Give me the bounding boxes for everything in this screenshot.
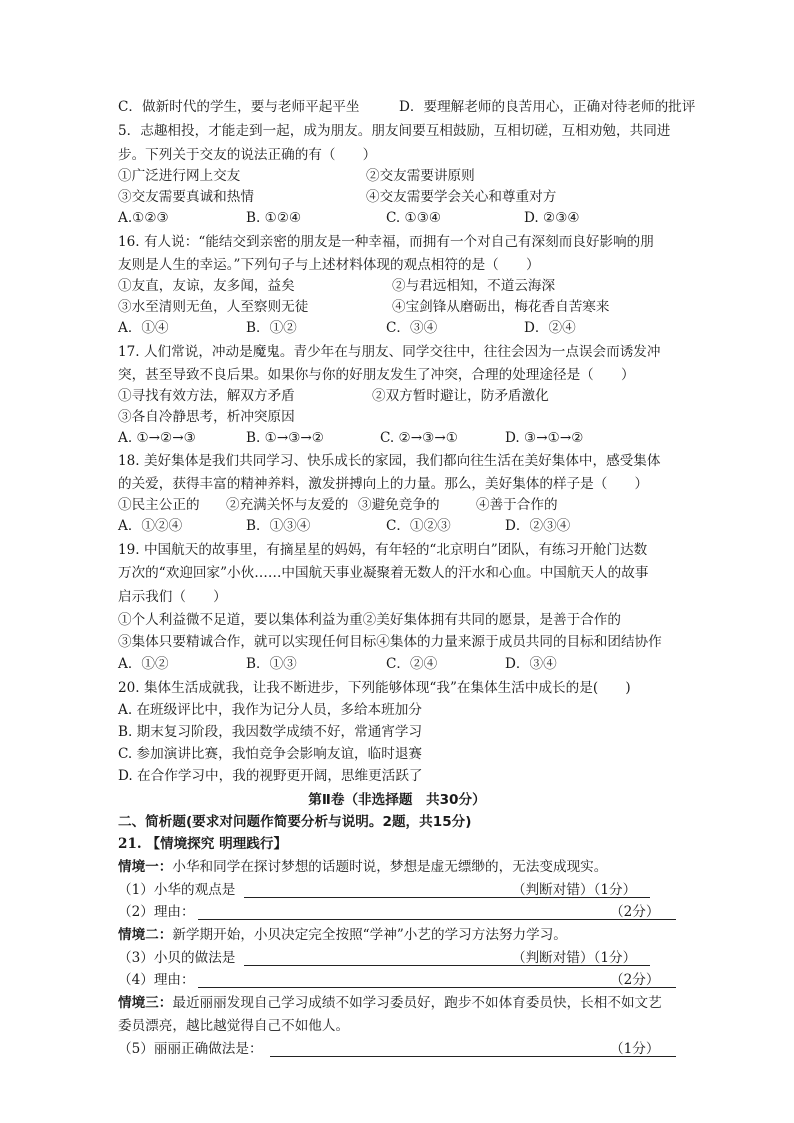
q21-4-prompt: （4）理由： [118, 972, 195, 988]
q20-choice-d: D. 在合作学习中，我的视野更开阔，思维更活跃了 [118, 768, 423, 784]
q19-choice-d: D．③④ [505, 656, 557, 672]
scenario-3-label: 情境三： [118, 995, 173, 1011]
q15-choice-c: C. ①③④ [386, 210, 442, 226]
q18-choice-a: A．①②④ [118, 518, 183, 534]
q18-item-2: ②充满关怀与友爱的 [226, 497, 349, 513]
scenario-2-text: 新学期开始，小贝决定完全按照“学神”小艺的学习方法努力学习。 [172, 927, 567, 943]
q16-choice-a: A．①④ [118, 320, 169, 336]
q19-choice-b: B．①③ [246, 656, 297, 672]
q15-choice-d: D. ②③④ [524, 210, 580, 226]
q18-item-1: ①民主公正的 [118, 497, 200, 513]
q15-stem-1: 5．志趣相投，才能走到一起，成为朋友。朋友间要互相鼓励，互相切磋，互相劝勉，共同进 [118, 123, 671, 139]
q19-choice-c: C．②④ [386, 656, 438, 672]
q16-stem-1: 16. 有人说：“能结交到亲密的朋友是一种幸福，而拥有一个对自己有深刻而良好影响的朋 [118, 234, 654, 250]
q19-stem-1: 19. 中国航天的故事里，有摘星星的妈妈，有年轻的“北京明白”团队，有练习开舱门达数 [118, 542, 648, 558]
q20-choice-c: C. 参加演讲比赛，我怕竞争会影响友谊，临时退赛 [118, 746, 423, 762]
q15-choice-b: B. ①②④ [246, 210, 302, 226]
q21-5-prompt: （5）丽丽正确做法是： [118, 1041, 263, 1057]
q17-choice-c: C. ②→③→① [380, 430, 458, 446]
q17-item-2: ②双方暂时避让，防矛盾激化 [372, 388, 549, 404]
scenario-2 [118, 925, 567, 945]
q16-item-1: ①友直，友谅，友多闻，益矣 [118, 278, 295, 294]
q17-item-3: ③各自冷静思考，析冲突原因 [118, 409, 295, 425]
q21-2-prompt: （2）理由： [118, 904, 195, 920]
q15-item-2: ②交友需要讲原则 [366, 168, 475, 184]
q15-choice-a: A.①②③ [118, 210, 169, 226]
q14-option-c: C．做新时代的学生，要与老师平起平坐 [118, 99, 360, 115]
q18-item-3: ③避免竞争的 [358, 497, 440, 513]
q20-stem: 20. 集体生活成就我，让我不断进步，下列能够体现“我”在集体生活中成长的是( ) [118, 680, 631, 696]
q17-stem-2: 突，甚至导致不良后果。如果你与你的好朋友发生了冲突，合理的处理途径是（ ） [118, 367, 635, 383]
q16-item-4: ④宝剑锋从磨砺出，梅花香自苦寒来 [392, 299, 610, 315]
q20-choice-b: B. 期末复习阶段，我因数学成绩不好，常通宵学习 [118, 724, 423, 740]
q17-choice-b: B. ①→③→② [246, 430, 324, 446]
q21-2-score: （2分） [610, 904, 660, 920]
q18-choice-c: C．①②③ [386, 518, 451, 534]
q15-item-3: ③交友需要真诚和热情 [118, 189, 254, 205]
q19-stem-2: 万次的“欢迎回家”小伙……中国航天事业凝聚着无数人的汗水和心血。中国航天人的故事 [118, 565, 649, 581]
scenario-1-label: 情境一： [118, 859, 173, 875]
q21-4-answer-line[interactable] [198, 987, 676, 988]
q19-stem-3: 启示我们（ ） [118, 589, 227, 605]
scenario-1-text: 小华和同学在探讨梦想的话题时说，梦想是虚无缥缈的，无法变成现实。 [172, 859, 608, 875]
q16-choice-b: B．①② [246, 320, 297, 336]
q15-stem-2: 步。下列关于交友的说法正确的有（ ） [118, 147, 377, 163]
q19-choice-a: A．①② [118, 656, 169, 672]
q21-2-answer-line[interactable] [198, 919, 676, 920]
q15-item-4: ④交友需要学会关心和尊重对方 [366, 189, 557, 205]
q19-items-1-2: ①个人利益微不足道，要以集体利益为重②美好集体拥有共同的愿景，是善于合作的 [118, 612, 621, 628]
scenario-3-text-2: 委员漂亮，越比越觉得自己不如他人。 [118, 1018, 350, 1034]
scenario-1 [118, 857, 607, 877]
q21-3-score: （判断对错）（1分） [512, 950, 637, 966]
scenario-2-label: 情境二： [118, 927, 173, 943]
q18-choice-d: D．②③④ [505, 518, 571, 534]
scenario-3-text: 最近丽丽发现自己学习成绩不如学习委员好，跑步不如体育委员快，长相不如文艺 [172, 995, 662, 1011]
q17-item-1: ①寻找有效方法，解双方矛盾 [118, 388, 295, 404]
scenario-3 [118, 993, 662, 1013]
q17-choice-d: D. ③→①→② [505, 430, 584, 446]
q18-item-4: ④善于合作的 [476, 497, 558, 513]
q16-item-3: ③水至清则无鱼，人至察则无徒 [118, 299, 309, 315]
q17-choice-a: A. ①→②→③ [118, 430, 196, 446]
q16-choice-d: D．②④ [524, 320, 576, 336]
part-two-title: 第Ⅱ卷（非选择题 共30分） [308, 792, 486, 808]
q21-1-score: （判断对错）（1分） [512, 882, 637, 898]
q17-stem-1: 17. 人们常说，冲动是魔鬼。青少年在与朋友、同学交往中，往往会因为一点误会而诱发冲 [118, 344, 661, 360]
q16-choice-c: C．③④ [386, 320, 438, 336]
q21-title: 21. 【情境探究 明理践行】 [118, 836, 288, 852]
q21-4-score: （2分） [610, 972, 660, 988]
section-two-heading: 二、简析题(要求对问题作简要分析与说明。2题，共15分) [118, 814, 472, 830]
q16-stem-2: 友则是人生的幸运。”下列句子与上述材料体现的观点相符的是（ ） [118, 257, 540, 273]
q18-stem-2: 的关爱，获得丰富的精神养料，激发拼搏向上的力量。那么，美好集体的样子是（ ） [118, 476, 649, 492]
q16-item-2: ②与君远相知，不道云海深 [392, 278, 556, 294]
q19-items-3-4: ③集体只要精诚合作，就可以实现任何目标④集体的力量来源于成员共同的目标和团结协作 [118, 634, 662, 650]
q21-3-prompt: （3）小贝的做法是 [118, 950, 236, 966]
q18-choice-b: B．①③④ [246, 518, 311, 534]
q20-choice-a: A. 在班级评比中，我作为记分人员，多给本班加分 [118, 702, 422, 718]
q15-item-1: ①广泛进行网上交友 [118, 168, 241, 184]
q18-stem-1: 18. 美好集体是我们共同学习、快乐成长的家园，我们都向往生活在美好集体中，感受集体 [118, 453, 661, 469]
q14-option-d: D．要理解老师的良苦用心，正确对待老师的批评 [399, 99, 696, 115]
q21-1-prompt: （1）小华的观点是 [118, 882, 236, 898]
q21-5-score: （1分） [610, 1041, 660, 1057]
